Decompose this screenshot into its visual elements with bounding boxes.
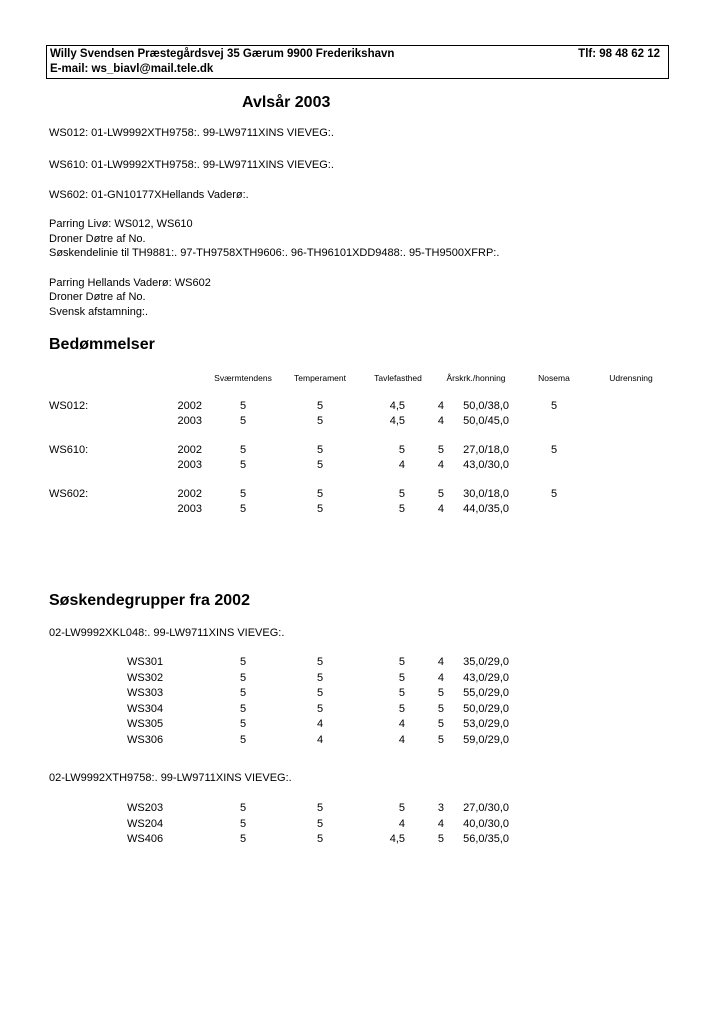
sibling-temperament: 5 bbox=[316, 817, 324, 830]
rating-aarskrk: 4 bbox=[437, 503, 444, 515]
rating-temperament: 5 bbox=[316, 400, 324, 412]
sibling-aarskrk: 4 bbox=[437, 656, 444, 668]
sibling-tavlefasthed: 5 bbox=[398, 702, 405, 715]
sibling-temperament: 5 bbox=[316, 833, 324, 845]
mating-livo-line: Parring Livø: WS012, WS610 bbox=[49, 218, 193, 230]
sibling-honning: 40,0/30,0 bbox=[463, 817, 509, 830]
col-header-udrensning: Udrensning bbox=[609, 373, 653, 383]
header-email: E-mail: ws_biavl@mail.tele.dk bbox=[50, 63, 214, 75]
sibling-queen-id: WS303 bbox=[127, 687, 164, 699]
sibling-queen-id: WS204 bbox=[127, 817, 164, 830]
sibling-svaermtendens: 5 bbox=[239, 656, 247, 668]
col-header-temperament: Temperament bbox=[294, 373, 346, 383]
sibling-honning: 56,0/35,0 bbox=[463, 833, 509, 845]
sibling-aarskrk: 4 bbox=[437, 817, 444, 830]
sibling-aarskrk: 5 bbox=[437, 718, 444, 730]
rating-temperament: 5 bbox=[316, 503, 324, 515]
sibling-honning: 43,0/29,0 bbox=[463, 671, 509, 684]
rating-honning: 50,0/38,0 bbox=[463, 400, 509, 412]
sibling-queen-id: WS306 bbox=[127, 733, 164, 746]
rating-honning: 30,0/18,0 bbox=[463, 488, 509, 500]
rating-aarskrk: 4 bbox=[437, 415, 444, 427]
sibling-temperament: 4 bbox=[316, 718, 324, 730]
col-header-aarskrk-honning: Årskrk./honning bbox=[446, 373, 506, 383]
rating-nosema: 5 bbox=[550, 444, 558, 456]
header-name-address: Willy Svendsen Præstegårdsvej 35 Gærum 9900 Frederikshavn bbox=[50, 48, 395, 60]
sibling-svaermtendens: 5 bbox=[239, 802, 247, 814]
rating-aarskrk: 5 bbox=[437, 444, 444, 456]
col-header-nosema: Nosema bbox=[538, 373, 570, 383]
rating-aarskrk: 4 bbox=[437, 459, 444, 471]
sibling-tavlefasthed: 5 bbox=[398, 687, 405, 699]
siblings-heading: Søskendegrupper fra 2002 bbox=[49, 592, 250, 609]
sibling-queen-id: WS301 bbox=[127, 656, 164, 668]
ratings-heading: Bedømmelser bbox=[49, 336, 155, 353]
rating-year: 2002 bbox=[177, 444, 202, 456]
sibling-honning: 27,0/30,0 bbox=[463, 802, 509, 814]
rating-year: 2002 bbox=[177, 400, 202, 412]
sibling-svaermtendens: 5 bbox=[239, 687, 247, 699]
rating-svaermtendens: 5 bbox=[239, 459, 247, 471]
sibling-honning: 53,0/29,0 bbox=[463, 718, 509, 730]
sibling-temperament: 5 bbox=[316, 656, 324, 668]
header-phone: Tlf: 98 48 62 12 bbox=[578, 48, 660, 60]
mating-livo-drones: Droner Døtre af No. bbox=[49, 233, 146, 245]
rating-queen-id: WS012: bbox=[49, 400, 89, 412]
rating-honning: 44,0/35,0 bbox=[463, 503, 509, 515]
sibling-queen-id: WS406 bbox=[127, 833, 164, 845]
sibling-aarskrk: 3 bbox=[437, 802, 444, 814]
rating-temperament: 5 bbox=[316, 488, 324, 500]
rating-tavlefasthed: 5 bbox=[398, 444, 405, 456]
rating-tavlefasthed: 4 bbox=[398, 459, 405, 471]
sibling-queen-id: WS304 bbox=[127, 702, 164, 715]
pedigree-line-ws012: WS012: 01-LW9992XTH9758:. 99-LW9711XINS VIEVEG:. bbox=[49, 127, 334, 139]
col-header-tavlefasthed: Tavlefasthed bbox=[374, 373, 422, 383]
rating-svaermtendens: 5 bbox=[239, 488, 247, 500]
sibling-svaermtendens: 5 bbox=[239, 733, 247, 746]
sibling-temperament: 5 bbox=[316, 802, 324, 814]
rating-aarskrk: 4 bbox=[437, 400, 444, 412]
mating-hellands-drones: Droner Døtre af No. bbox=[49, 291, 146, 303]
rating-svaermtendens: 5 bbox=[239, 415, 247, 427]
sibling-tavlefasthed: 4 bbox=[398, 817, 405, 830]
rating-temperament: 5 bbox=[316, 459, 324, 471]
header-box bbox=[46, 45, 669, 79]
sibling-queen-id: WS302 bbox=[127, 671, 164, 684]
rating-temperament: 5 bbox=[316, 415, 324, 427]
sibling-aarskrk: 5 bbox=[437, 687, 444, 699]
sibling-tavlefasthed: 4 bbox=[398, 733, 405, 746]
sibling-svaermtendens: 5 bbox=[239, 671, 247, 684]
sibling-queen-id: WS305 bbox=[127, 718, 164, 730]
rating-tavlefasthed: 5 bbox=[398, 488, 405, 500]
rating-svaermtendens: 5 bbox=[239, 444, 247, 456]
sibling-queen-id: WS203 bbox=[127, 802, 164, 814]
rating-nosema: 5 bbox=[550, 400, 558, 412]
rating-queen-id: WS602: bbox=[49, 488, 89, 500]
pedigree-line-ws610: WS610: 01-LW9992XTH9758:. 99-LW9711XINS VIEVEG:. bbox=[49, 159, 334, 171]
sibling-svaermtendens: 5 bbox=[239, 702, 247, 715]
page-title: Avlsår 2003 bbox=[242, 94, 331, 111]
rating-aarskrk: 5 bbox=[437, 488, 444, 500]
sibling-temperament: 4 bbox=[316, 733, 324, 746]
sibling-aarskrk: 5 bbox=[437, 733, 444, 746]
rating-honning: 50,0/45,0 bbox=[463, 415, 509, 427]
col-header-svaermtendens: Sværmtendens bbox=[214, 373, 272, 383]
rating-temperament: 5 bbox=[316, 444, 324, 456]
rating-tavlefasthed: 4,5 bbox=[389, 415, 405, 427]
mating-livo-sibling-line: Søskendelinie til TH9881:. 97-TH9758XTH9606:. 96-TH96101XDD9488:. 95-TH9500XFRP:. bbox=[49, 247, 500, 259]
rating-svaermtendens: 5 bbox=[239, 503, 247, 515]
rating-nosema: 5 bbox=[550, 488, 558, 500]
sibling-aarskrk: 5 bbox=[437, 702, 444, 715]
sibling-honning: 35,0/29,0 bbox=[463, 656, 509, 668]
sibling-temperament: 5 bbox=[316, 687, 324, 699]
rating-honning: 43,0/30,0 bbox=[463, 459, 509, 471]
sibling-tavlefasthed: 5 bbox=[398, 656, 405, 668]
rating-honning: 27,0/18,0 bbox=[463, 444, 509, 456]
rating-year: 2003 bbox=[177, 415, 202, 427]
sibling-temperament: 5 bbox=[316, 671, 324, 684]
sibling-svaermtendens: 5 bbox=[239, 718, 247, 730]
mating-hellands-origin: Svensk afstamning:. bbox=[49, 306, 149, 318]
rating-tavlefasthed: 5 bbox=[398, 503, 405, 515]
sibling-tavlefasthed: 4,5 bbox=[389, 833, 405, 845]
rating-tavlefasthed: 4,5 bbox=[389, 400, 405, 412]
sibling-tavlefasthed: 5 bbox=[398, 802, 405, 814]
mating-hellands-line: Parring Hellands Vaderø: WS602 bbox=[49, 277, 211, 289]
sibling-honning: 50,0/29,0 bbox=[463, 702, 509, 715]
sibling-honning: 55,0/29,0 bbox=[463, 687, 509, 699]
sibling-svaermtendens: 5 bbox=[239, 817, 247, 830]
rating-year: 2003 bbox=[177, 459, 202, 471]
sibling-tavlefasthed: 4 bbox=[398, 718, 405, 730]
sibling-aarskrk: 4 bbox=[437, 671, 444, 684]
rating-year: 2002 bbox=[177, 488, 202, 500]
sibling-group-pedigree: 02-LW9992XKL048:. 99-LW9711XINS VIEVEG:. bbox=[49, 627, 285, 639]
sibling-honning: 59,0/29,0 bbox=[463, 733, 509, 746]
sibling-aarskrk: 5 bbox=[437, 833, 444, 845]
rating-svaermtendens: 5 bbox=[239, 400, 247, 412]
sibling-group-pedigree: 02-LW9992XTH9758:. 99-LW9711XINS VIEVEG:. bbox=[49, 772, 292, 784]
sibling-svaermtendens: 5 bbox=[239, 833, 247, 845]
sibling-temperament: 5 bbox=[316, 702, 324, 715]
rating-queen-id: WS610: bbox=[49, 444, 89, 456]
rating-year: 2003 bbox=[177, 503, 202, 515]
sibling-tavlefasthed: 5 bbox=[398, 671, 405, 684]
pedigree-line-ws602: WS602: 01-GN10177XHellands Vaderø:. bbox=[49, 189, 249, 201]
